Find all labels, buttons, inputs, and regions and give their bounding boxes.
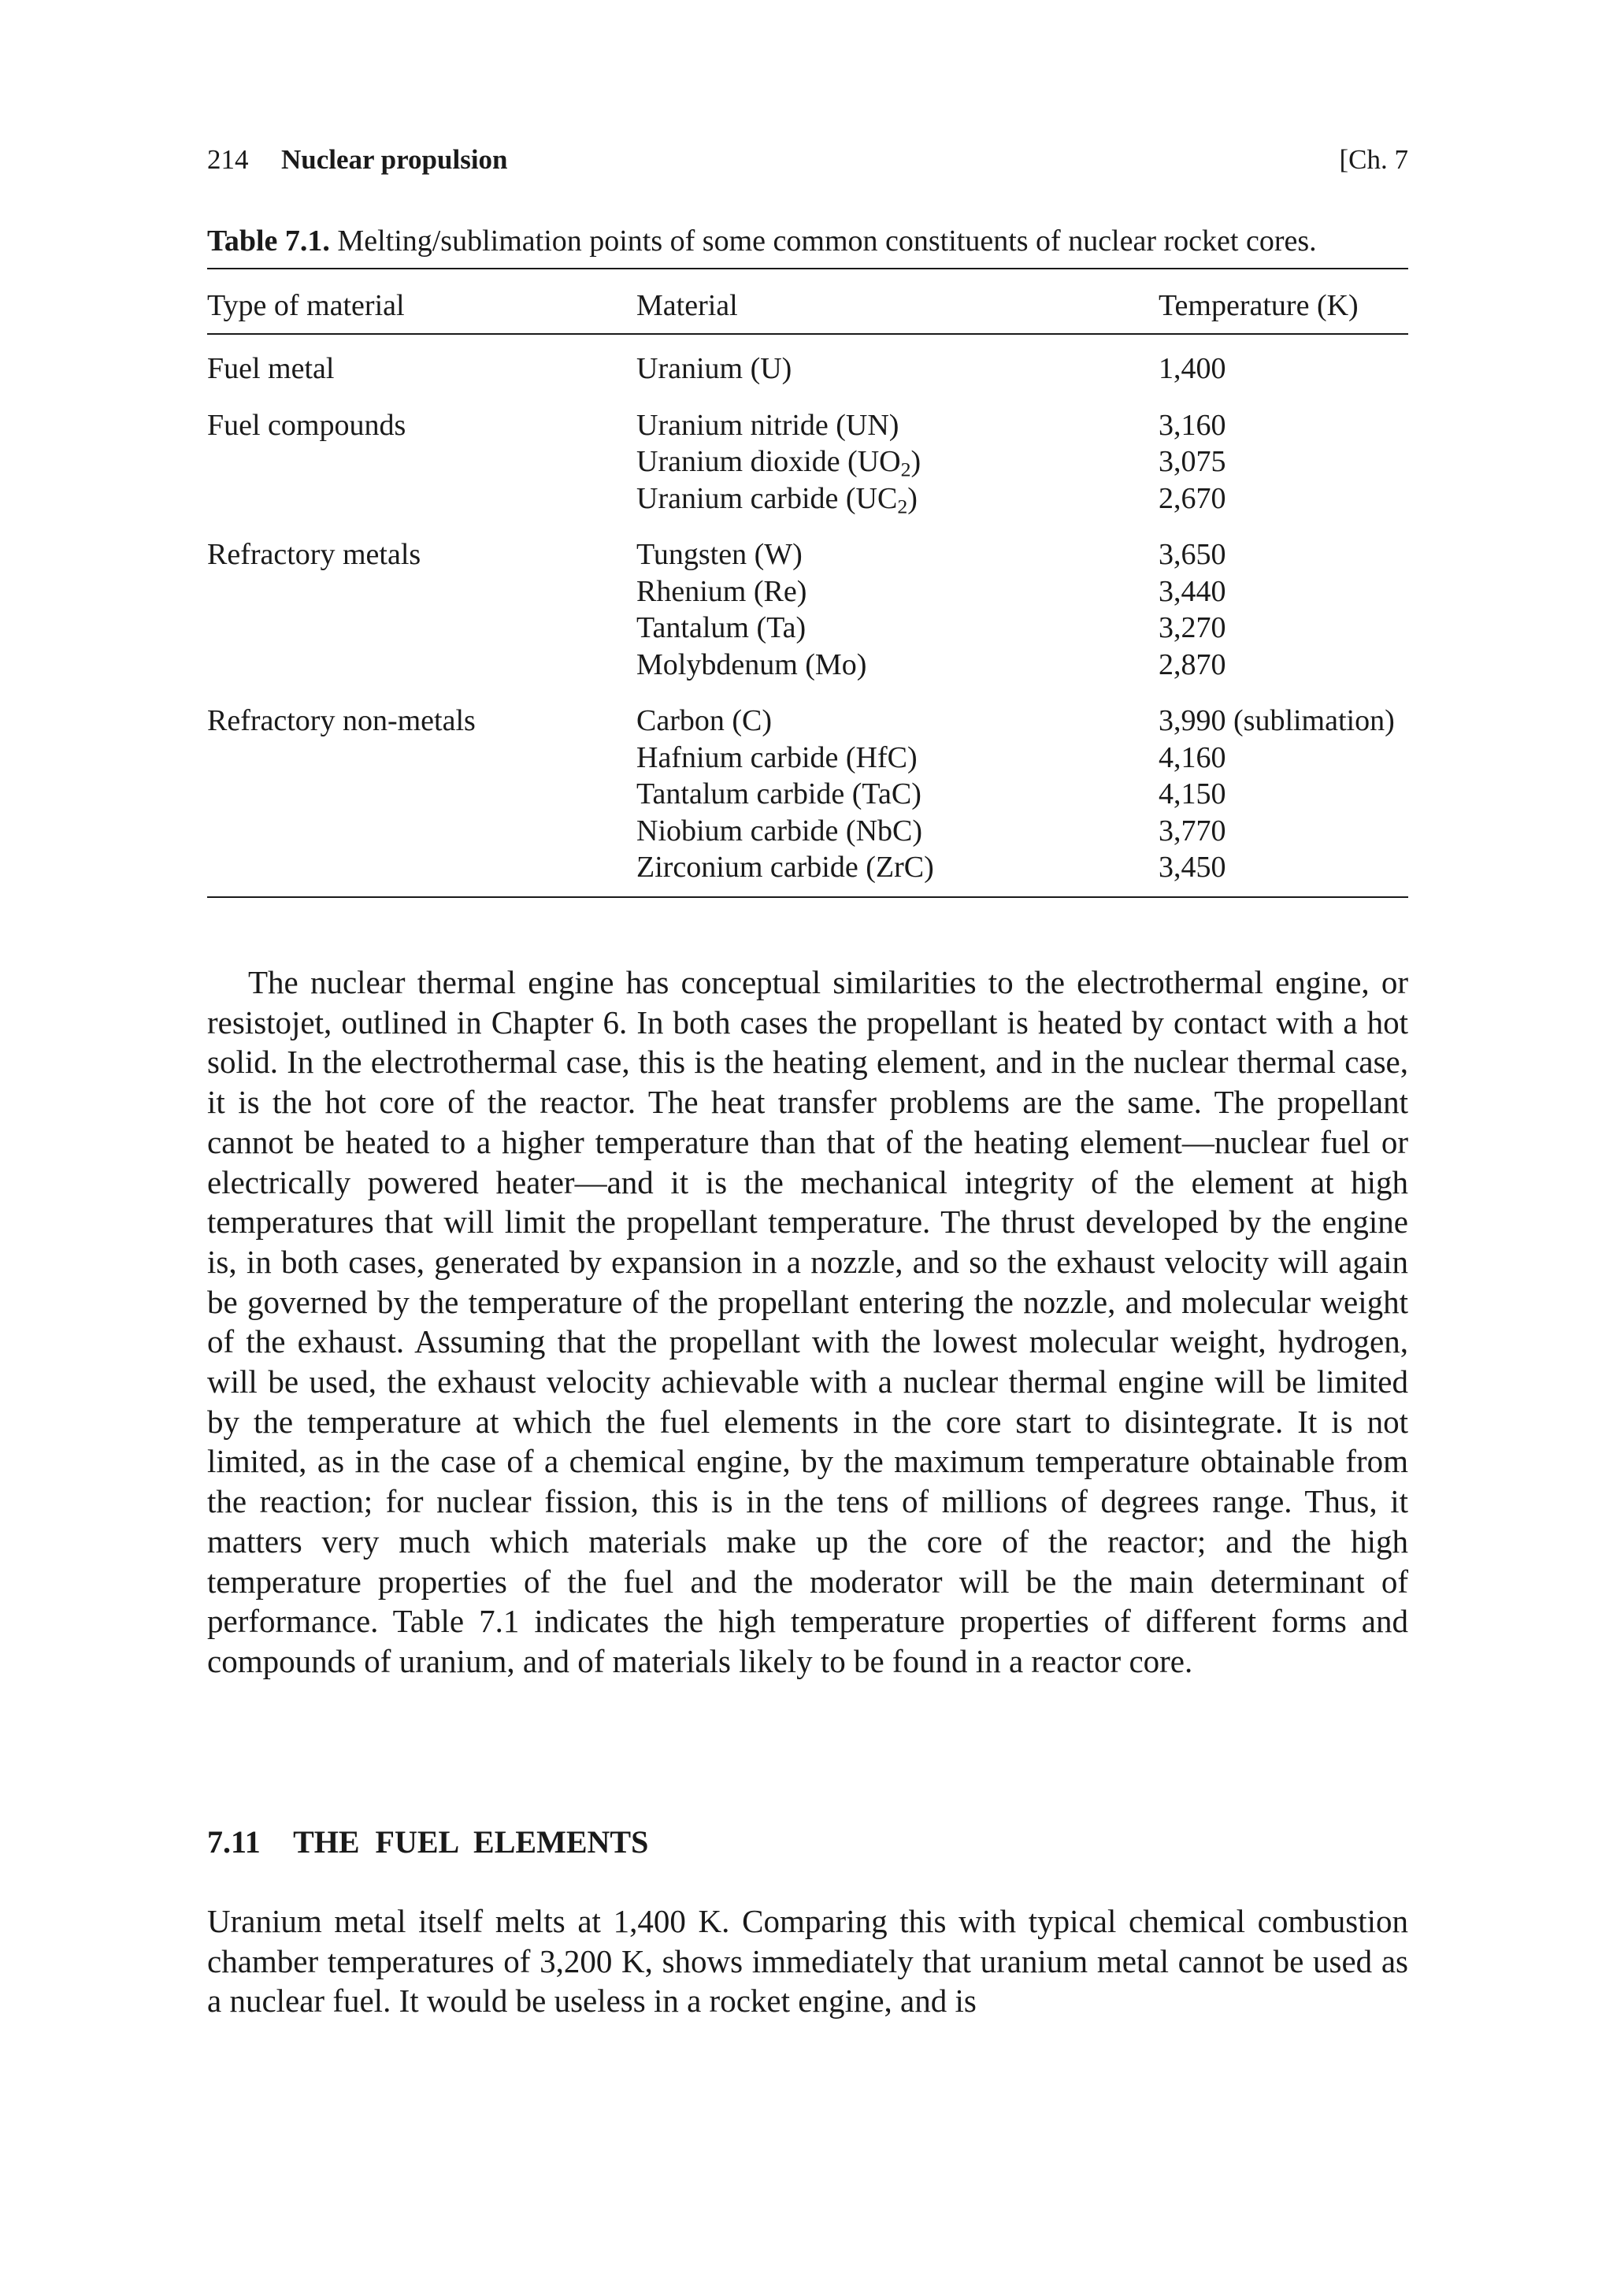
temperature-cell: 3,270: [1159, 611, 1226, 644]
material-cell: Niobium carbide (NbC): [636, 814, 923, 848]
material-cell: Carbon (C): [636, 704, 773, 737]
temperature-cell: 3,440: [1159, 574, 1226, 608]
temperature-cell: 2,670: [1159, 481, 1226, 515]
table-group: [207, 351, 1408, 388]
material-type-cell: Fuel metal: [207, 352, 335, 385]
body-paragraph: The nuclear thermal engine has conceptual similarities to the electrothermal engine, or resistojet, outlined in Chapter 6. In both cases the propellant is heated by contact with a hot solid. In the electrothermal case, this is the heating element, and in the nuclear thermal case, it is the hot core of the reactor. The heat transfer problems are the same. The propellant cannot be heated to a higher temperature than that of the heating element—nuclear fuel or electrically powered heater—and it is the mechanical integrity of the element at high temperatures that will limit the propellant temperature. The thrust developed by the engine is, in both cases, generated by expansion in a nozzle, and so the exhaust velocity will again be governed by the temperature of the propellant entering the nozzle, and molecular weight of the exhaust. Assuming that the propellant with the lowest molecular weight, hydrogen, will be used, the exhaust velocity achievable with a nuclear thermal engine will be limited by the temperature at which the fuel elements in the core start to disintegrate. It is not limited, as in the case of a chemical engine, by the maximum temperature obtainable from the reaction; for nuclear fission, this is in the tens of millions of degrees range. Thus, it matters very much which materials make up the core of the reactor; and the high temperature properties of the fuel and the moderator will be the main determinant of performance. Table 7.1 indicates the high temperature properties of different forms and compounds of uranium, and of materials likely to be found in a reactor core.: [207, 964, 1408, 1679]
material-cell: Tantalum carbide (TaC): [636, 777, 921, 810]
material-cell: Rhenium (Re): [636, 574, 807, 608]
table-row: [207, 776, 1408, 813]
table-group: [207, 536, 1408, 683]
table-caption-text: Melting/sublimation points of some common constituents of nuclear rocket cores.: [337, 224, 1317, 258]
table-row: [207, 647, 1408, 684]
material-type-cell: Refractory non-metals: [207, 704, 476, 737]
table-row: [207, 480, 1408, 517]
material-cell: Hafnium carbide (HfC): [636, 740, 918, 774]
material-cell: Uranium carbide $(UC_2)$: [636, 481, 918, 517]
temperature-cell: 2,870: [1159, 647, 1226, 681]
section-number: 7.11: [207, 1824, 261, 1860]
table-caption: [207, 219, 1408, 263]
page-number: 214: [207, 144, 249, 175]
temperature-cell: 3,450: [1159, 851, 1226, 884]
table-top-rule: [207, 268, 1408, 269]
table-row: [207, 703, 1408, 740]
temperature-cell: 3,650: [1159, 538, 1226, 571]
section-heading: [207, 1820, 648, 1864]
body-paragraph: Uranium metal itself melts at 1,400 K. Comparing this with typical chemical combustion chamber temperatures of 3,200 K, shows immediately that uranium metal cannot be used as a nuclear fuel. It would be useless in a rocket engine, and is: [207, 1903, 1408, 2020]
table-row: [207, 573, 1408, 610]
table-header-row: [207, 286, 1408, 325]
table-body: [207, 351, 1408, 906]
temperature-cell: 3,160: [1159, 408, 1226, 442]
material-cell: Uranium (U): [636, 352, 792, 385]
temperature-cell: 4,150: [1159, 777, 1226, 810]
table-group: [207, 703, 1408, 886]
running-head: [207, 140, 1408, 180]
table-caption-label: Table 7.1.: [207, 224, 330, 258]
table-row: [207, 740, 1408, 777]
temperature-cell: 4,160: [1159, 740, 1226, 774]
temperature-cell: 1,400: [1159, 352, 1226, 385]
temperature-cell: 3,990 (sublimation): [1159, 704, 1395, 737]
chapter-reference: [Ch. 7: [1339, 144, 1408, 175]
material-cell: Tungsten (W): [636, 538, 803, 571]
table-row: [207, 536, 1408, 573]
material-cell: Uranium dioxide $(UO_2)$: [636, 445, 921, 481]
table-header-rule: [207, 333, 1408, 335]
table-row: [207, 407, 1408, 444]
material-cell: Uranium nitride (UN): [636, 408, 899, 442]
table-row: [207, 610, 1408, 647]
table-group: [207, 407, 1408, 517]
temperature-cell: 3,770: [1159, 814, 1226, 848]
material-cell: Tantalum (Ta): [636, 611, 806, 644]
table-row: [207, 849, 1408, 886]
column-header-type: Type of material: [207, 289, 405, 322]
temperature-cell: 3,075: [1159, 445, 1226, 478]
table-row: [207, 443, 1408, 480]
table-row: [207, 813, 1408, 850]
material-type-cell: Fuel compounds: [207, 408, 406, 442]
table-bottom-rule: [207, 896, 1408, 898]
section-heading-text: THE FUEL ELEMENTS: [293, 1824, 649, 1860]
table-row: [207, 351, 1408, 388]
material-type-cell: Refractory metals: [207, 538, 421, 571]
material-cell: Zirconium carbide (ZrC): [636, 851, 934, 884]
running-head-title: Nuclear propulsion: [281, 144, 508, 175]
column-header-material: Material: [636, 289, 738, 322]
material-cell: Molybdenum (Mo): [636, 647, 867, 681]
column-header-temperature: Temperature (K): [1159, 289, 1359, 322]
